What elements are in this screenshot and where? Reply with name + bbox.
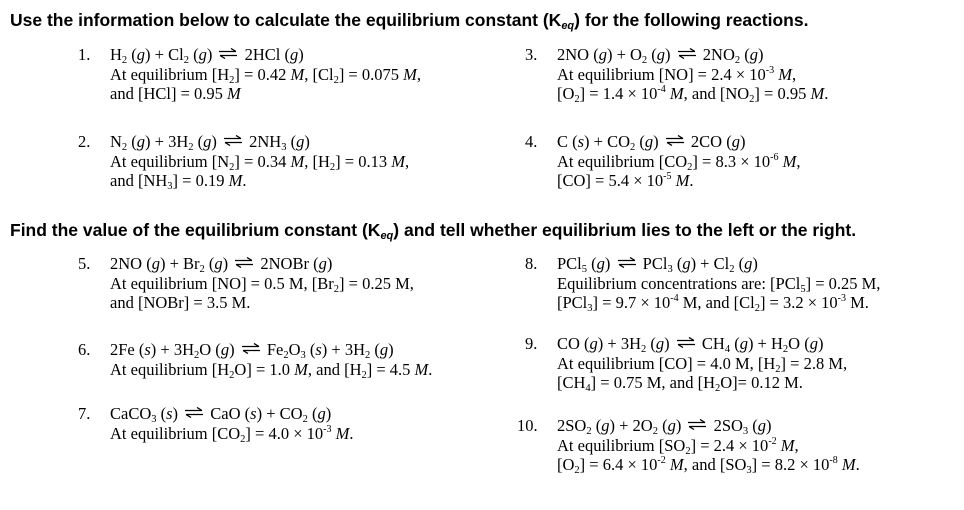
instructions-heading-1 — [10, 10, 808, 32]
heading-2-prefix: Find the value of the equilibrium constant (K — [10, 220, 381, 240]
equilibrium-conditions: At equilibrium [CO] = 4.0 M, $[H_2] = 2.8$ M, — [557, 353, 848, 375]
problem-number: 5. — [78, 254, 91, 273]
equilibrium-arrow-icon — [617, 257, 637, 268]
equilibrium-conditions: Equilibrium concentrations are: [PCl$_5$] = 0.25 M, — [557, 273, 881, 295]
equilibrium-conditions: $[O_2] = 1.4 \times 10^{-4}$ M, and $[NO_2] = 0.95$ M. — [557, 84, 829, 105]
heading-1-keq-subscript: eq — [561, 20, 575, 32]
problem-number: 8. — [525, 254, 538, 273]
equilibrium-arrow-icon — [184, 407, 204, 418]
equilibrium-conditions: $[O_2] = 6.4 \times 10^{-2}$ M, and $[SO_3] = 8.2 \times 10^{-8}$ M. — [557, 455, 860, 476]
equilibrium-conditions: At equilibrium $[N_2] = 0.34$ M, $[H_2] = 0.13$ M, — [110, 151, 410, 173]
equilibrium-conditions: At equilibrium $[SO_2] = 2.4 \times 10^{-2}$ M, — [557, 435, 799, 457]
equilibrium-arrow-icon — [241, 343, 261, 354]
equilibrium-conditions: At equilibrium $[H_2] = 0.42$ M, $[Cl_2] = 0.075$ M, — [110, 64, 421, 86]
heading-1-prefix: Use the information below to calculate the equilibrium constant (K — [10, 10, 562, 30]
equilibrium-conditions: and $[NH_3] = 0.19$ M. — [110, 171, 247, 192]
equilibrium-conditions: At equilibrium [NO] = 0.5 M, $[Br_2] = 0.25$ M, — [110, 273, 414, 295]
equilibrium-conditions: and [HCl] = 0.95 M — [110, 84, 241, 103]
heading-2-suffix: ) and tell whether equilibrium lies to the left or the right. — [393, 220, 857, 240]
problem-number: 7. — [78, 404, 91, 423]
reaction-equation: 2Fe $(s) + 3H_2O$ (g) $Fe_2O_3$ $(s) + 3H_2$ (g) — [110, 340, 394, 361]
reaction-equation: CaCO$_3$ (s) CaO $(s) + CO_2$ (g) — [110, 404, 332, 425]
heading-1-suffix: ) for the following reactions. — [574, 10, 809, 30]
equilibrium-conditions: and [NOBr] = 3.5 M. — [110, 293, 251, 312]
heading-2-keq-subscript: eq — [380, 230, 394, 242]
equilibrium-conditions: $[PCl_3] = 9.7 \times 10^{-4}$ M, and $[Cl_2] = 3.2 \times 10^{-3}$ M. — [557, 293, 869, 314]
equilibrium-arrow-icon — [218, 48, 238, 59]
equilibrium-arrow-icon — [665, 135, 685, 146]
equilibrium-arrow-icon — [223, 135, 243, 146]
equilibrium-conditions: At equilibrium $[CO_2] = 4.0 \times 10^{-3}$ M. — [110, 423, 354, 445]
equilibrium-conditions: $[CO] = 5.4 \times 10^{-5}$ M. — [557, 171, 694, 190]
problem-number: 9. — [525, 334, 538, 353]
equilibrium-arrow-icon — [677, 48, 697, 59]
reaction-equation: 2NO $(g) + Br_2$ (g) 2NOBr (g) — [110, 254, 333, 275]
problem-number: 6. — [78, 340, 91, 359]
reaction-equation: CO $(g) + 3H_2$ (g) $CH_4$ $(g) + H_2O$ (g) — [557, 334, 824, 355]
reaction-equation: $H_2$ $(g) + Cl_2$ (g) 2HCl (g) — [110, 45, 304, 66]
equilibrium-conditions: At equilibrium $[NO] = 2.4 \times 10^{-3}$ M, — [557, 64, 797, 84]
equilibrium-arrow-icon — [676, 337, 696, 348]
problem-number: 10. — [517, 416, 538, 435]
problem-number: 1. — [78, 45, 91, 64]
equilibrium-arrow-icon — [234, 257, 254, 268]
equilibrium-conditions: At equilibrium $[H_2O] = 1.0$ M, and $[H_2] = 4.5$ M. — [110, 359, 433, 381]
reaction-equation: $2SO_2$ $(g) + 2O_2$ (g) $2SO_3$ (g) — [557, 416, 772, 437]
equilibrium-conditions: $[CH_4] = 0.75$ M, and $[H_2O]= 0.12$ M. — [557, 373, 803, 394]
equilibrium-conditions: At equilibrium $[CO_2] = 8.3 \times 10^{-6}$ M, — [557, 151, 801, 173]
problem-number: 2. — [78, 132, 91, 151]
problem-number: 4. — [525, 132, 538, 151]
reaction-equation: 2NO $(g) + O_2$ (g) $2NO_2$ (g) — [557, 45, 764, 66]
equilibrium-arrow-icon — [687, 419, 707, 430]
reaction-equation: $N_2$ $(g) + 3H_2$ (g) $2NH_3$ (g) — [110, 132, 310, 153]
reaction-equation: C $(s) + CO_2$ (g) 2CO (g) — [557, 132, 746, 153]
instructions-heading-2 — [10, 220, 856, 242]
problem-number: 3. — [525, 45, 538, 64]
reaction-equation: PCl$_5$ (g) PCl$_3$ $(g) + Cl_2$ (g) — [557, 254, 758, 275]
